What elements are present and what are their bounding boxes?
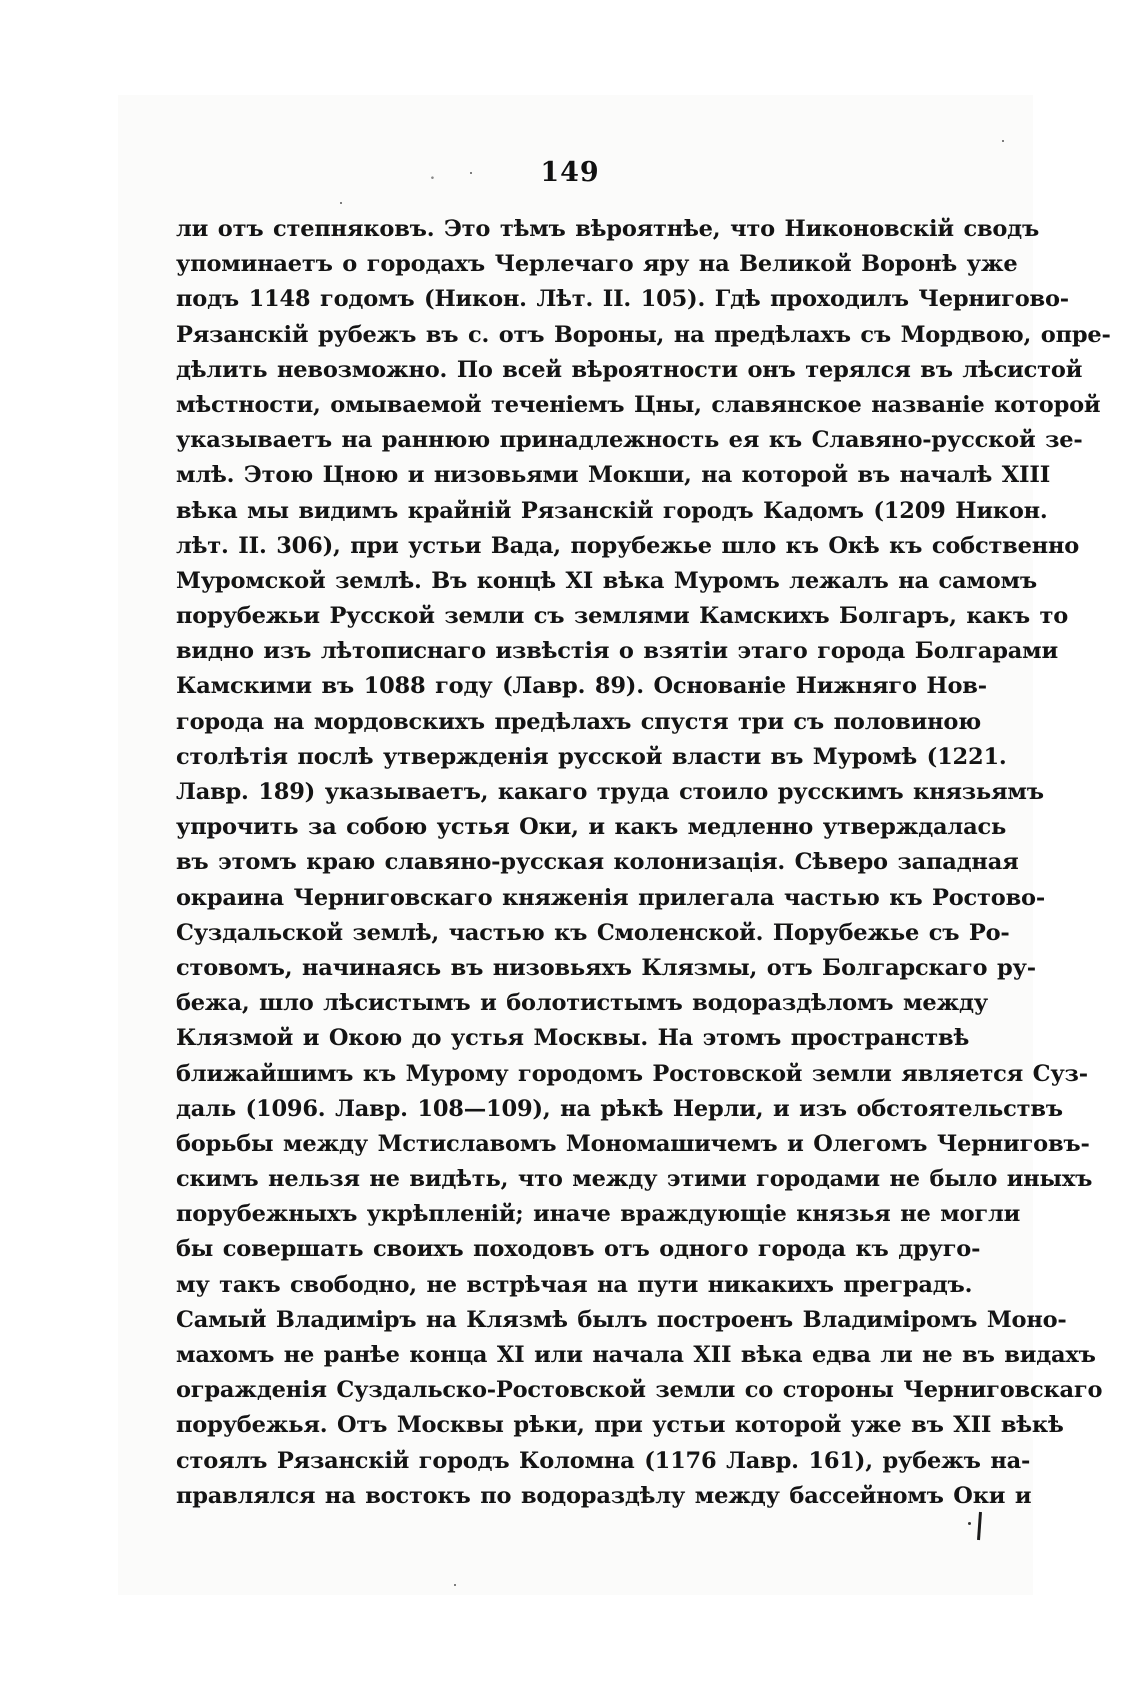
text-line: столѣтія послѣ утвержденія русской власти въ Муромѣ (1221. <box>176 743 1007 770</box>
text-line: огражденія Суздальско-Ростовской земли со стороны Черниговскаго <box>176 1377 1103 1404</box>
text-line: въ этомъ краю славяно-русская колонизація. Сѣверо западная <box>176 849 1019 876</box>
text-line: порубежныхъ укрѣпленій; иначе враждующіе князья не могли <box>176 1201 1021 1228</box>
text-line: скимъ нельзя не видѣть, что между этими городами не было иныхъ <box>176 1166 1093 1193</box>
text-line: млѣ. Этою Цною и низовьями Мокши, на которой въ началѣ XIII <box>176 462 1051 489</box>
text-line: правлялся на востокъ по водораздѣлу между бассейномъ Оки и <box>176 1482 1032 1509</box>
text-line: лѣт. II. 306), при устьи Вада, порубежье шло къ Окѣ къ собственно <box>176 532 1080 559</box>
page-number <box>0 157 1140 188</box>
text-line: Муромской землѣ. Въ концѣ XI вѣка Муромъ лежалъ на самомъ <box>176 567 1037 594</box>
text-line: упоминаетъ о городахъ Черлечаго яру на Великой Воронѣ уже <box>176 251 1018 278</box>
text-line: Клязмой и Окою до устья Москвы. На этомъ пространствѣ <box>176 1025 970 1052</box>
text-line: вѣка мы видимъ крайній Рязанскій городъ Кадомъ (1209 Никон. <box>176 497 1048 524</box>
text-line: ближайшимъ къ Мурому городомъ Ростовской земли является Суз- <box>176 1060 1088 1087</box>
text-line: Лавр. 189) указываетъ, какаго труда стоило русскимъ князьямъ <box>176 779 1044 805</box>
body-text <box>176 212 1111 1514</box>
page-number-text: 149 <box>540 157 600 188</box>
text-line: окраина Черниговскаго княженія прилегала частью къ Ростово- <box>176 884 1045 911</box>
text-line: Суздальской землѣ, частью къ Смоленской. Порубежье съ Ро- <box>176 919 1010 946</box>
text-line: бежа, шло лѣсистымъ и болотистымъ водораздѣломъ между <box>176 990 988 1017</box>
text-line: махомъ не ранѣе конца XI или начала XII вѣка едва ли не въ видахъ <box>176 1342 1096 1368</box>
text-line: указываетъ на раннюю принадлежность ея къ Славяно-русской зе- <box>176 427 1083 454</box>
text-line: му такъ свободно, не встрѣчая на пути никакихъ преградъ. <box>176 1271 973 1298</box>
text-line: подъ 1148 годомъ (Никон. Лѣт. II. 105). Гдѣ проходилъ Черниговo- <box>176 286 1069 313</box>
text-line: Камскими въ 1088 году (Лавр. 89). Основаніе Нижняго Нов- <box>176 673 987 700</box>
text-line: даль (1096. Лавр. 108—109), на рѣкѣ Нерли, и изъ обстоятельствъ <box>176 1095 1063 1122</box>
text-line: Самый Владиміръ на Клязмѣ былъ построенъ Владиміромъ Моно- <box>176 1306 1067 1333</box>
text-line: порубежьи Русской земли съ землями Камскихъ Болгаръ, какъ то <box>176 603 1069 630</box>
text-line: порубежья. Отъ Москвы рѣки, при устьи которой уже въ XII вѣкѣ <box>176 1412 1064 1439</box>
text-line: Рязанскій рубежъ въ с. отъ Вороны, на предѣлахъ съ Мордвою, опре- <box>176 321 1111 348</box>
text-line: борьбы между Мстиславомъ Мономашичемъ и Олегомъ Черниговъ- <box>176 1130 1090 1157</box>
margin-dot-icon <box>968 1522 971 1525</box>
text-line: бы совершать своихъ походовъ отъ одного города къ друго- <box>176 1236 981 1263</box>
text-line: упрочить за собою устья Оки, и какъ медленно утверждалась <box>176 814 1007 841</box>
text-line: стовомъ, начинаясь въ низовьяхъ Клязмы, отъ Болгарскаго ру- <box>176 954 1036 981</box>
text-line: видно изъ лѣтописнаго извѣстія о взятіи этаго города Болгарами <box>176 638 1058 665</box>
text-line: дѣлить невозможно. По всей вѣроятности онъ терялся въ лѣсистой <box>176 356 1083 383</box>
stray-dot: . <box>430 167 436 183</box>
text-line: мѣстности, омываемой теченіемъ Цны, славянское названіе которой <box>176 391 1101 418</box>
text-line: города на мордовскихъ предѣлахъ спустя три съ половиною <box>176 708 982 735</box>
text-line: стоялъ Рязанскій городъ Коломна (1176 Лавр. 161), рубежъ на- <box>176 1447 1031 1474</box>
text-line: ли отъ степняковъ. Это тѣмъ вѣроятнѣе, что Никоновскій сводъ <box>176 216 1040 242</box>
